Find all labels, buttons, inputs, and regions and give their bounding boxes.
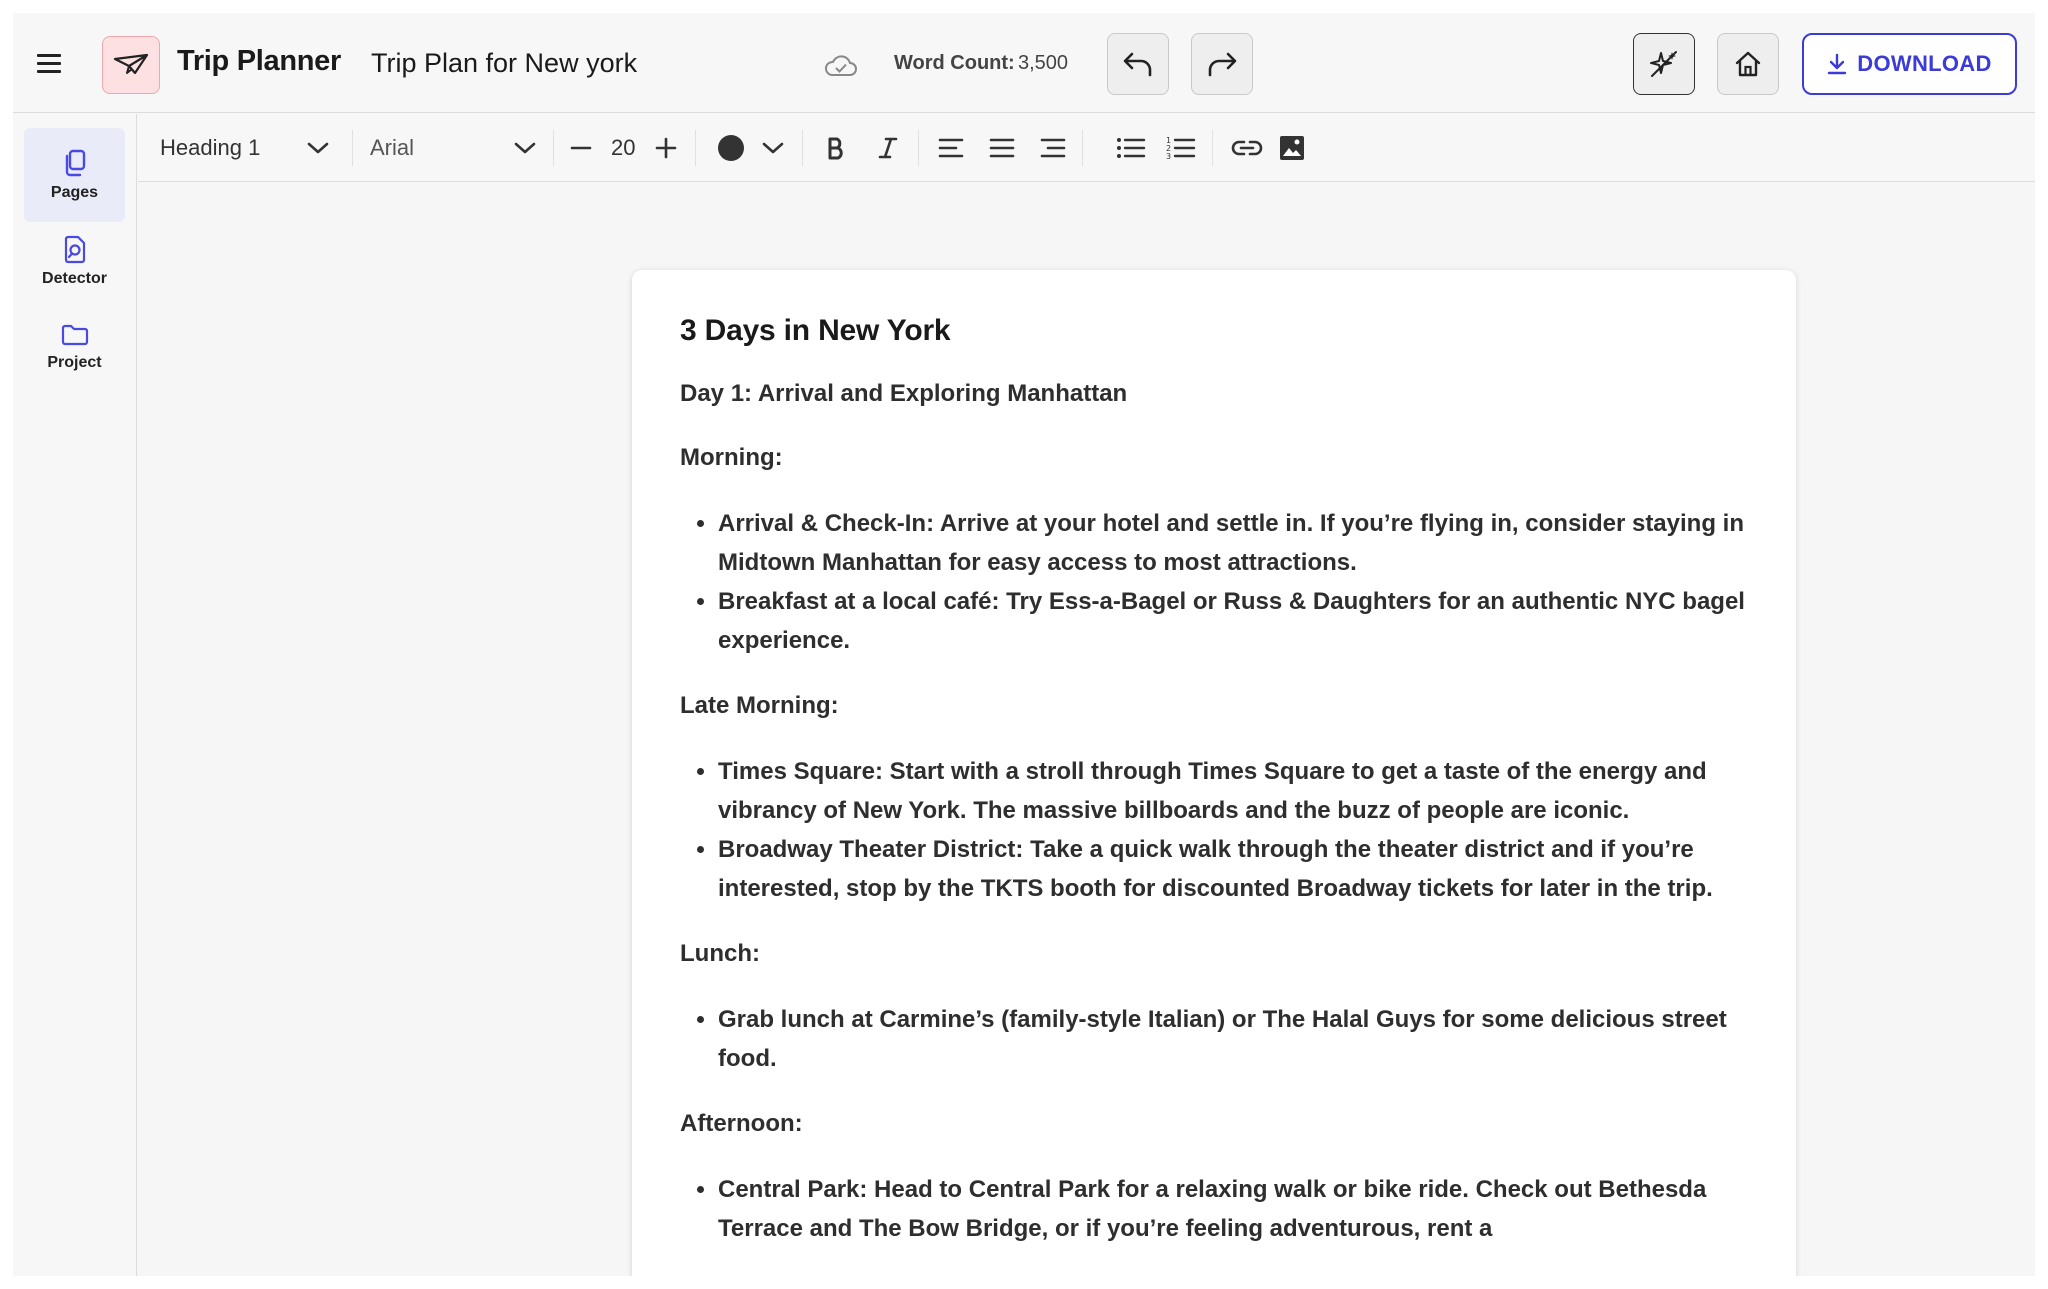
section-lunch[interactable]: Lunch:: [680, 940, 760, 967]
list-item[interactable]: • Times Square: Start with a stroll through Times Square to get a taste of the energy and vibrancy of New York. The massive billboards and the buzz of people are iconic.: [718, 752, 1748, 830]
editor-canvas: [138, 183, 2035, 1276]
svg-text:2: 2: [1166, 144, 1172, 153]
folder-icon: [60, 322, 90, 348]
sidebar-item-label: Pages: [50, 184, 99, 201]
day-heading[interactable]: Day 1: Arrival and Exploring Manhattan: [680, 380, 1128, 407]
font-select-value: Arial: [370, 135, 415, 160]
undo-button[interactable]: [1107, 33, 1169, 95]
minus-icon: [570, 137, 592, 159]
font-size-input[interactable]: [611, 114, 635, 182]
app-name: Trip Planner: [177, 45, 341, 77]
download-label: DOWNLOAD: [1857, 51, 1992, 76]
menu-icon[interactable]: [37, 51, 67, 77]
redo-button[interactable]: [1191, 33, 1253, 95]
font-size-value: 20: [611, 135, 636, 160]
top-header: [13, 13, 2035, 113]
align-right-button[interactable]: [1040, 114, 1066, 182]
list-item[interactable]: • Breakfast at a local café: Try Ess-a-Bagel or Russ & Daughters for an authentic NYC bagel experience.: [718, 582, 1748, 660]
style-dropdown-chevron-icon[interactable]: [306, 114, 330, 182]
increase-font-size-button[interactable]: [655, 114, 677, 182]
align-left-button[interactable]: [938, 114, 964, 182]
pages-icon: [62, 148, 88, 178]
sidebar-item-label: Detector: [42, 270, 107, 287]
word-count-label: Word Count:: [894, 52, 1015, 74]
insert-link-button[interactable]: [1231, 114, 1263, 182]
lunch-list: [718, 1000, 1748, 1078]
plus-icon: [655, 137, 677, 159]
list-item[interactable]: • Broadway Theater District: Take a quick walk through the theater district and if you’re interested, stop by the TKTS booth for discounted Broadway tickets for later in the trip.: [718, 830, 1748, 908]
ai-assistant-button[interactable]: [1633, 33, 1695, 95]
color-swatch-icon: [716, 133, 746, 163]
font-dropdown-chevron-icon[interactable]: [513, 114, 537, 182]
download-button[interactable]: [1802, 33, 2017, 95]
style-select-value: Heading 1: [160, 135, 261, 160]
document-page[interactable]: [632, 270, 1796, 1276]
image-icon: [1279, 135, 1305, 161]
bulleted-list-icon: [1116, 136, 1146, 160]
font-select[interactable]: [370, 114, 414, 182]
undo-icon: [1122, 50, 1154, 78]
svg-text:1: 1: [1166, 136, 1172, 145]
sidebar-item-pages[interactable]: [24, 128, 125, 222]
italic-icon: [878, 136, 898, 160]
bulleted-list-button[interactable]: [1116, 114, 1146, 182]
cloud-icon: [823, 51, 859, 79]
late-morning-list: [718, 752, 1748, 908]
formatting-toolbar: [138, 114, 2035, 182]
download-icon: [1827, 53, 1847, 75]
link-icon: [1231, 138, 1263, 158]
home-icon: [1733, 49, 1763, 79]
numbered-list-icon: [1166, 135, 1196, 161]
bold-icon: [826, 136, 846, 160]
align-center-button[interactable]: [989, 114, 1015, 182]
list-item[interactable]: • Grab lunch at Carmine’s (family-style Italian) or The Halal Guys for some delicious street food.: [718, 1000, 1748, 1078]
section-late-morning[interactable]: Late Morning:: [680, 692, 839, 719]
left-sidebar: [13, 114, 137, 1276]
ai-sparkle-icon: [1648, 48, 1680, 80]
sidebar-item-project[interactable]: [24, 300, 125, 394]
section-afternoon[interactable]: Afternoon:: [680, 1110, 803, 1137]
document-heading[interactable]: 3 Days in New York: [680, 314, 951, 347]
style-select[interactable]: [160, 114, 260, 182]
numbered-list-button[interactable]: [1166, 114, 1196, 182]
text-color-button[interactable]: [716, 114, 746, 182]
insert-image-button[interactable]: [1279, 114, 1305, 182]
color-dropdown-chevron-icon[interactable]: [761, 114, 785, 182]
redo-icon: [1206, 50, 1238, 78]
svg-text:3: 3: [1166, 152, 1172, 161]
paper-plane-icon: [102, 36, 160, 94]
document-title[interactable]: Trip Plan for New york: [371, 48, 638, 78]
sidebar-item-label: Project: [47, 354, 102, 371]
afternoon-list: [718, 1170, 1748, 1248]
list-item[interactable]: • Central Park: Head to Central Park for a relaxing walk or bike ride. Check out Bethesda Terrace and The Bow Bridge, or if you’re feeling adventurous, rent a: [718, 1170, 1748, 1248]
decrease-font-size-button[interactable]: [570, 114, 592, 182]
section-morning[interactable]: Morning:: [680, 444, 783, 471]
detector-icon: [62, 234, 88, 264]
sidebar-item-detector[interactable]: [24, 214, 125, 308]
align-center-icon: [989, 137, 1015, 159]
app-window: [13, 13, 2035, 1276]
morning-list: [718, 504, 1748, 660]
bold-button[interactable]: [826, 114, 846, 182]
align-right-icon: [1040, 137, 1066, 159]
word-count-value: 3,500: [1018, 52, 1069, 74]
list-item[interactable]: • Arrival & Check-In: Arrive at your hotel and settle in. If you’re flying in, consider staying in Midtown Manhattan for easy access to most attractions.: [718, 504, 1748, 582]
home-button[interactable]: [1717, 33, 1779, 95]
align-left-icon: [938, 137, 964, 159]
italic-button[interactable]: [878, 114, 898, 182]
